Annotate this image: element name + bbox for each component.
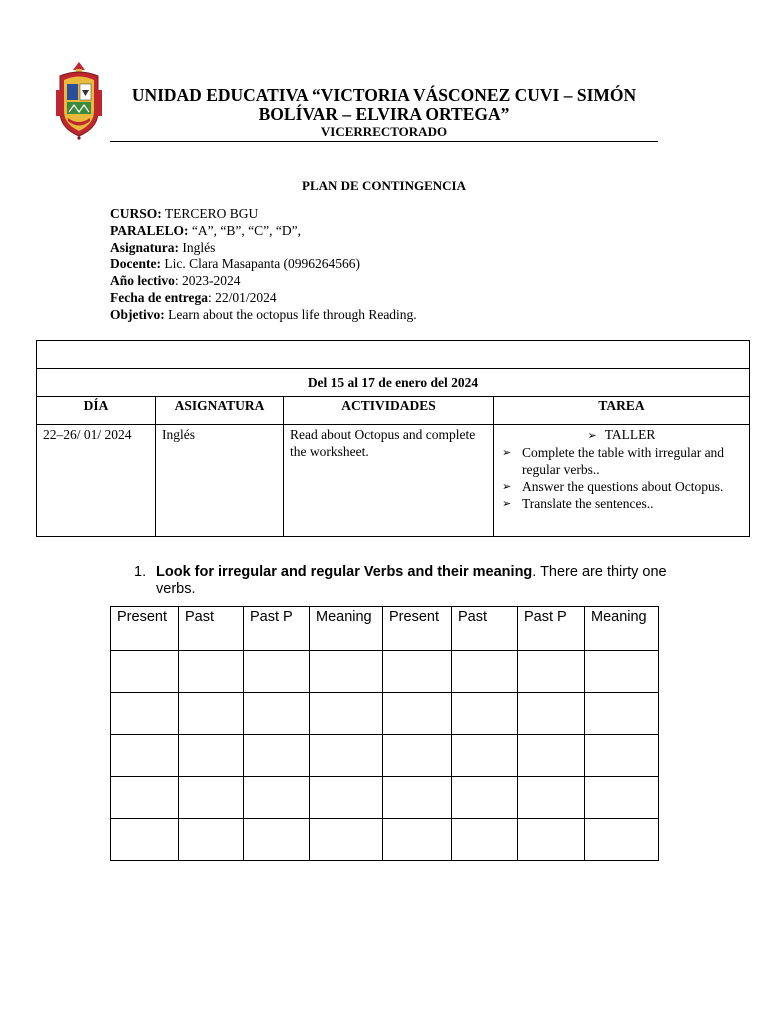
verbs-answer-cell[interactable] — [518, 777, 585, 819]
department-name: VICERRECTORADO — [320, 124, 448, 139]
verbs-answer-cell[interactable] — [244, 777, 310, 819]
verbs-table-body — [111, 651, 659, 861]
tarea-item: ➢ Answer the questions about Octopus. — [502, 479, 724, 494]
verbs-answer-cell[interactable] — [310, 777, 383, 819]
header-meaning: Meaning — [585, 607, 659, 651]
header-present: Present — [383, 607, 452, 651]
verbs-answer-cell[interactable] — [452, 819, 518, 861]
verbs-answer-cell[interactable] — [585, 735, 659, 777]
verbs-answer-cell[interactable] — [179, 819, 244, 861]
verbs-answer-cell[interactable] — [310, 651, 383, 693]
info-objetivo: Objetivo: Learn about the octopus life through Reading. — [110, 306, 417, 322]
header-dia: DÍA — [37, 397, 156, 425]
verbs-answer-cell[interactable] — [111, 819, 179, 861]
verbs-answer-cell[interactable] — [585, 819, 659, 861]
verbs-answer-cell[interactable] — [310, 735, 383, 777]
verbs-answer-cell[interactable] — [452, 777, 518, 819]
schedule-date-row — [37, 369, 750, 397]
verbs-answer-cell[interactable] — [111, 693, 179, 735]
verbs-answer-cell[interactable] — [111, 735, 179, 777]
date-range: Del 15 al 17 de enero del 2024 — [37, 369, 750, 397]
tarea-title: ➢ TALLER — [587, 427, 656, 442]
header-past-participle: Past P — [244, 607, 310, 651]
verbs-answer-cell[interactable] — [310, 693, 383, 735]
arrow-bullet-icon: ➢ — [587, 429, 597, 442]
verbs-answer-cell[interactable] — [179, 777, 244, 819]
verbs-answer-cell[interactable] — [585, 777, 659, 819]
verbs-answer-cell[interactable] — [179, 651, 244, 693]
verbs-answer-cell[interactable] — [310, 819, 383, 861]
schedule-table — [36, 340, 750, 537]
header-asignatura: ASIGNATURA — [156, 397, 284, 425]
cell-dia: 22–26/ 01/ 2024 — [37, 425, 156, 537]
verbs-answer-cell[interactable] — [244, 735, 310, 777]
verbs-answer-cell[interactable] — [111, 651, 179, 693]
verbs-answer-cell[interactable] — [518, 735, 585, 777]
schedule-header-row — [37, 397, 750, 425]
verbs-answer-cell[interactable] — [452, 735, 518, 777]
verbs-answer-cell[interactable] — [585, 693, 659, 735]
verbs-answer-row — [111, 777, 659, 819]
arrow-bullet-icon: ➢ — [502, 446, 512, 459]
schedule-data-row — [37, 425, 750, 537]
tarea-item: ➢ Translate the sentences.. — [502, 496, 654, 511]
arrow-bullet-icon: ➢ — [502, 480, 512, 493]
verbs-table — [110, 606, 659, 861]
info-docente: Docente: Lic. Clara Masapanta (0996264566) — [110, 256, 361, 272]
verbs-answer-row — [111, 819, 659, 861]
tarea-list — [500, 426, 743, 512]
verbs-answer-cell[interactable] — [111, 777, 179, 819]
course-info — [110, 206, 670, 324]
header-past: Past — [179, 607, 244, 651]
verbs-answer-cell[interactable] — [244, 651, 310, 693]
exercise-number: 1. — [134, 564, 147, 580]
tarea-item: ➢ Complete the table with irregular and regular verbs.. — [502, 445, 725, 477]
verbs-answer-cell[interactable] — [452, 693, 518, 735]
verbs-answer-cell[interactable] — [244, 819, 310, 861]
verbs-answer-cell[interactable] — [383, 735, 452, 777]
verbs-answer-cell[interactable] — [518, 693, 585, 735]
verbs-answer-row — [111, 693, 659, 735]
exercise-instruction — [134, 564, 694, 598]
verbs-answer-cell[interactable] — [383, 777, 452, 819]
header-present: Present — [111, 607, 179, 651]
cell-asignatura: Inglés — [156, 425, 284, 537]
institution-name: UNIDAD EDUCATIVA “VICTORIA VÁSCONEZ CUVI – SIMÓN BOLÍVAR – ELVIRA ORTEGA” — [131, 85, 637, 124]
verbs-answer-cell[interactable] — [383, 693, 452, 735]
header-divider — [110, 141, 658, 142]
info-paralelo: PARALELO: “A”, “B”, “C”, “D”, — [110, 222, 301, 238]
verbs-answer-cell[interactable] — [518, 651, 585, 693]
schedule-empty-row — [37, 341, 750, 369]
verbs-answer-row — [111, 651, 659, 693]
exercise-bold-text: Look for irregular and regular Verbs and their meaning — [156, 564, 533, 580]
verbs-answer-cell[interactable] — [179, 693, 244, 735]
header-past: Past — [452, 607, 518, 651]
document-title: PLAN DE CONTINGENCIA — [302, 178, 466, 193]
header-actividades: ACTIVIDADES — [284, 397, 494, 425]
verbs-answer-cell[interactable] — [585, 651, 659, 693]
verbs-answer-cell[interactable] — [452, 651, 518, 693]
info-fecha-entrega: Fecha de entrega: 22/01/2024 — [110, 289, 277, 305]
info-ano-lectivo: Año lectivo: 2023-2024 — [110, 273, 241, 289]
verbs-answer-cell[interactable] — [383, 819, 452, 861]
header-past-participle: Past P — [518, 607, 585, 651]
verbs-header-row — [111, 607, 659, 651]
header-meaning: Meaning — [310, 607, 383, 651]
verbs-answer-row — [111, 735, 659, 777]
school-crest-icon — [54, 60, 104, 140]
verbs-answer-cell[interactable] — [383, 651, 452, 693]
exercise-rest-text: . There are thirty one verbs. — [156, 564, 667, 597]
verbs-answer-cell[interactable] — [244, 693, 310, 735]
cell-tarea — [494, 425, 750, 537]
cell-actividades: Read about Octopus and complete the worksheet. — [284, 425, 494, 537]
info-asignatura: Asignatura: Inglés — [110, 239, 216, 255]
verbs-answer-cell[interactable] — [179, 735, 244, 777]
verbs-answer-cell[interactable] — [518, 819, 585, 861]
info-curso: CURSO: TERCERO BGU — [110, 206, 259, 221]
header-tarea: TAREA — [494, 397, 750, 425]
arrow-bullet-icon: ➢ — [502, 497, 512, 510]
